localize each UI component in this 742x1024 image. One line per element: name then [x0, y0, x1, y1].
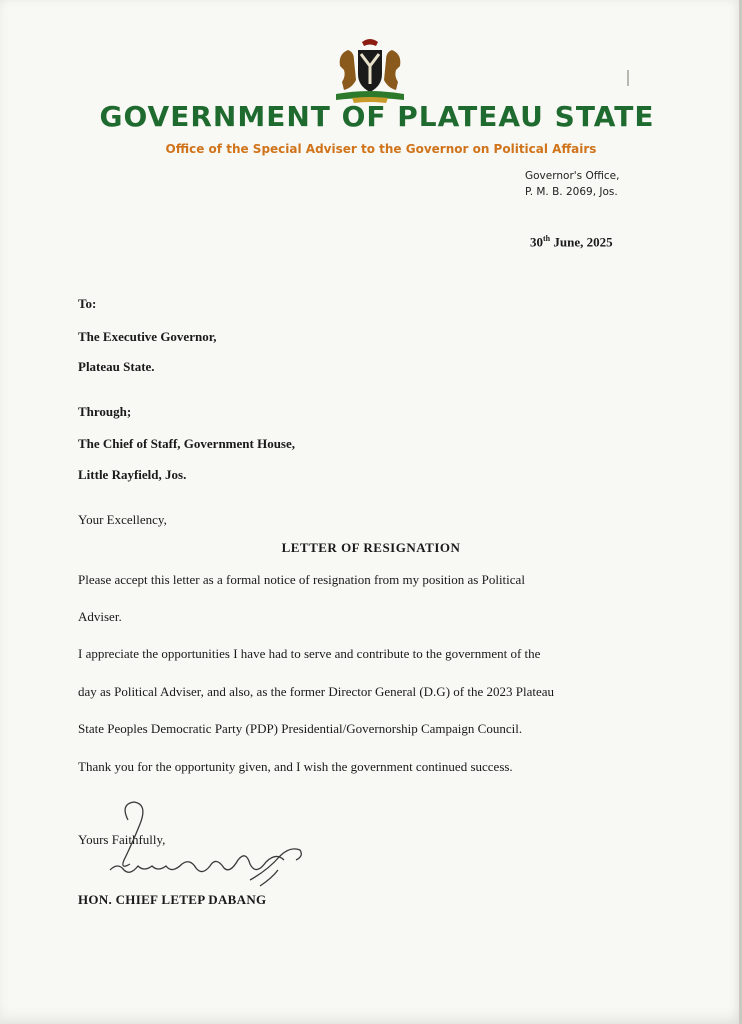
- date-suffix: th: [543, 234, 551, 243]
- date-rest: June, 2025: [550, 234, 613, 250]
- through-label: Through;: [78, 404, 132, 419]
- signature-icon: [100, 800, 320, 895]
- recipient-line: The Executive Governor,: [78, 329, 217, 344]
- date-day: 30: [530, 234, 543, 250]
- body-line: Please accept this letter as a formal notice of resignation from my position as Political: [78, 572, 525, 587]
- letterhead-subtitle: Office of the Special Adviser to the Governor on Political Affairs: [165, 142, 597, 156]
- signatory-name: HON. CHIEF LETEP DABANG: [78, 892, 267, 907]
- body-line: day as Political Adviser, and also, as the former Director General (D.G) of the 2023 Plateau: [78, 684, 554, 699]
- address-line: P. M. B. 2069, Jos.: [525, 186, 618, 198]
- body-line: Thank you for the opportunity given, and I wish the government continued success.: [78, 759, 513, 774]
- recipient-line: Plateau State.: [78, 359, 155, 374]
- letter-date: [530, 234, 613, 250]
- office-address: [525, 168, 619, 200]
- to-label: To:: [78, 296, 97, 311]
- address-line: Governor's Office,: [525, 170, 620, 182]
- letter-heading: LETTER OF RESIGNATION: [281, 540, 461, 555]
- through-line: The Chief of Staff, Government House,: [78, 436, 296, 451]
- scan-mark: [627, 70, 629, 86]
- letterhead-title: GOVERNMENT OF PLATEAU STATE: [99, 100, 655, 133]
- salutation: Your Excellency,: [78, 512, 167, 527]
- body-line: Adviser.: [78, 609, 122, 624]
- closing: Yours Faithfully,: [78, 832, 166, 847]
- body-line: State Peoples Democratic Party (PDP) Presidential/Governorship Campaign Council.: [78, 721, 523, 736]
- coat-of-arms-icon: [330, 36, 410, 104]
- through-line: Little Rayfield, Jos.: [78, 467, 187, 482]
- body-line: I appreciate the opportunities I have had to serve and contribute to the government of the: [78, 646, 541, 661]
